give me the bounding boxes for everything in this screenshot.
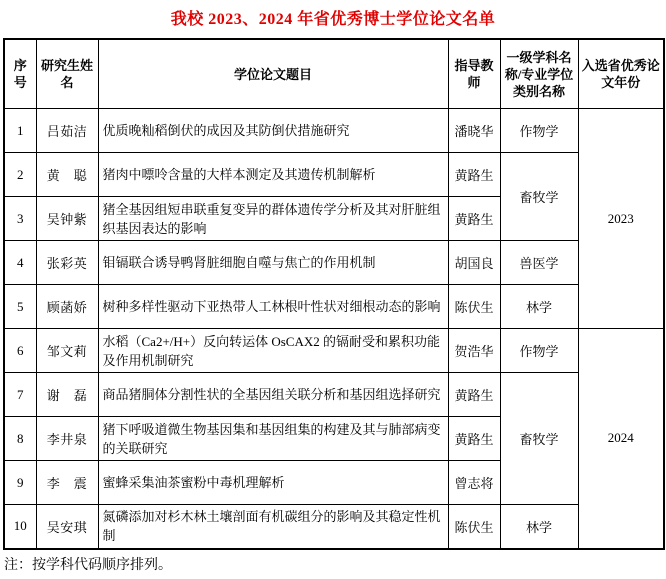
thesis-title: 氮磷添加对杉木林土壤剖面有机碳组分的影响及其稳定性机制 [98, 505, 448, 549]
advisor-name: 曾志将 [448, 461, 500, 505]
thesis-title: 猪全基因组短串联重复变异的群体遗传学分析及其对肝脏组织基因表达的影响 [98, 197, 448, 241]
advisor-name: 黄路生 [448, 197, 500, 241]
footnote: 注：按学科代码顺序排列。 [4, 557, 172, 573]
discipline-cell: 畜牧学 [500, 373, 578, 505]
row-number: 1 [4, 109, 36, 153]
table-row [4, 373, 664, 417]
thesis-title: 蜜蜂采集油茶蜜粉中毒机理解析 [98, 461, 448, 505]
student-name: 李 震 [36, 461, 98, 505]
col-header-name: 研究生姓名 [36, 39, 98, 109]
table-row [4, 329, 664, 373]
row-number: 9 [4, 461, 36, 505]
year-cell: 2023 [578, 109, 664, 329]
row-number: 10 [4, 505, 36, 549]
row-number: 3 [4, 197, 36, 241]
table-row [4, 109, 664, 153]
col-header-advisor: 指导教师 [448, 39, 500, 109]
advisor-name: 黄路生 [448, 373, 500, 417]
row-number: 5 [4, 285, 36, 329]
student-name: 谢 磊 [36, 373, 98, 417]
row-number: 8 [4, 417, 36, 461]
thesis-title: 猪下呼吸道微生物基因集和基因组集的构建及其与肺部病变的关联研究 [98, 417, 448, 461]
student-name: 李井泉 [36, 417, 98, 461]
discipline-cell: 畜牧学 [500, 153, 578, 241]
thesis-title: 优质晚籼稻倒伏的成因及其防倒伏措施研究 [98, 109, 448, 153]
advisor-name: 陈伏生 [448, 505, 500, 549]
thesis-title: 水稻（Ca2+/H+）反向转运体 OsCAX2 的镉耐受和累积功能及作用机制研究 [98, 329, 448, 373]
row-number: 7 [4, 373, 36, 417]
row-number: 6 [4, 329, 36, 373]
year-cell: 2024 [578, 329, 664, 549]
student-name: 吴安琪 [36, 505, 98, 549]
header-row [4, 39, 664, 109]
discipline-cell: 作物学 [500, 329, 578, 373]
advisor-name: 潘晓华 [448, 109, 500, 153]
advisor-name: 胡国良 [448, 241, 500, 285]
table-row [4, 505, 664, 549]
student-name: 黄 聪 [36, 153, 98, 197]
page-title: 我校 2023、2024 年省优秀博士学位论文名单 [170, 11, 496, 28]
discipline-cell: 林学 [500, 505, 578, 549]
discipline-cell: 兽医学 [500, 241, 578, 285]
advisor-name: 贺浩华 [448, 329, 500, 373]
discipline-cell: 作物学 [500, 109, 578, 153]
thesis-table [3, 38, 665, 550]
advisor-name: 黄路生 [448, 153, 500, 197]
col-header-discipline: 一级学科名称/专业学位类别名称 [500, 39, 578, 109]
table-row [4, 241, 664, 285]
student-name: 顾菡娇 [36, 285, 98, 329]
row-number: 4 [4, 241, 36, 285]
advisor-name: 黄路生 [448, 417, 500, 461]
thesis-title: 树种多样性驱动下亚热带人工林根叶性状对细根动态的影响 [98, 285, 448, 329]
col-header-thesis: 学位论文题目 [98, 39, 448, 109]
table-row [4, 285, 664, 329]
advisor-name: 陈伏生 [448, 285, 500, 329]
row-number: 2 [4, 153, 36, 197]
col-header-no: 序号 [4, 39, 36, 109]
student-name: 吴钟紫 [36, 197, 98, 241]
student-name: 吕茹洁 [36, 109, 98, 153]
student-name: 邹文莉 [36, 329, 98, 373]
thesis-title: 商品猪胴体分割性状的全基因组关联分析和基因组选择研究 [98, 373, 448, 417]
thesis-title: 钼镉联合诱导鸭肾脏细胞自噬与焦亡的作用机制 [98, 241, 448, 285]
discipline-cell: 林学 [500, 285, 578, 329]
col-header-year: 入选省优秀论文年份 [578, 39, 664, 109]
table-row [4, 153, 664, 197]
student-name: 张彩英 [36, 241, 98, 285]
thesis-title: 猪肉中嘌呤含量的大样本测定及其遗传机制解析 [98, 153, 448, 197]
